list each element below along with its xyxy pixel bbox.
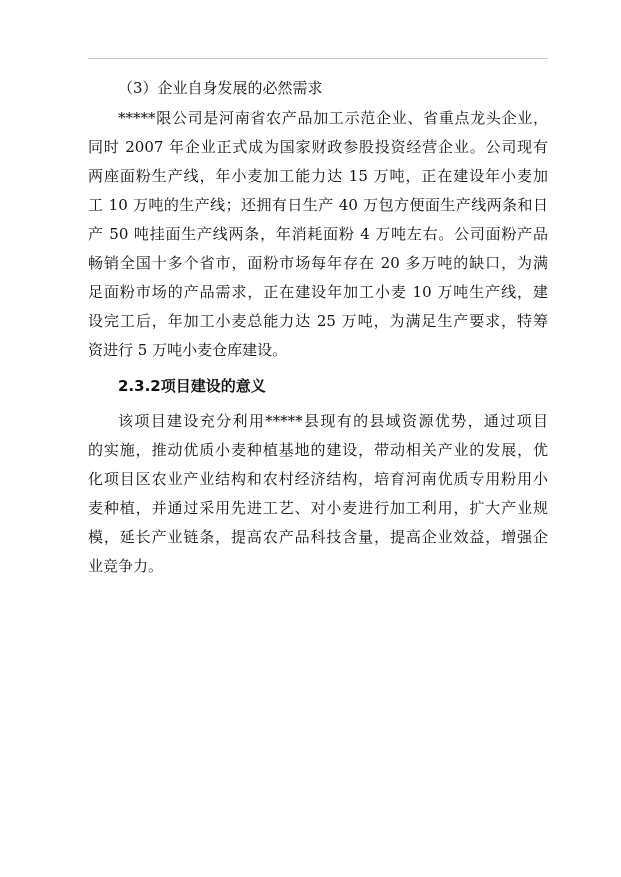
paragraph-line: 两座面粉生产线，年小麦加工能力达 15 万吨，正在建设年小麦加	[88, 167, 548, 185]
paragraph-line: 业竞争力。	[88, 557, 164, 575]
page-content	[88, 72, 548, 581]
paragraph-line: 足面粉市场的产品需求，正在建设年加工小麦 10 万吨生产线，建	[88, 283, 548, 301]
section-title: 2.3.2项目建设的意义	[118, 377, 266, 395]
paragraph-line: 设完工后，年加工小麦总能力达 25 万吨，为满足生产要求，特筹	[88, 312, 548, 330]
header-rule	[88, 58, 548, 59]
paragraph-line: 同时 2007 年企业正式成为国家财政参股投资经营企业。公司现有	[88, 138, 548, 156]
paragraph-line: 的实施，推动优质小麦种植基地的建设，带动相关产业的发展，优	[88, 441, 548, 459]
paragraph-company-needs	[88, 104, 548, 365]
paragraph-line: 畅销全国十多个省市，面粉市场每年存在 20 多万吨的缺口，为满	[88, 254, 548, 272]
paragraph-line: 工 10 万吨的生产线；还拥有日生产 40 万包方便面生产线两条和日	[88, 196, 548, 214]
paragraph-line: 产 50 吨挂面生产线两条，年消耗面粉 4 万吨左右。公司面粉产品	[88, 225, 548, 243]
paragraph-line: 模，延长产业链条，提高农产品科技含量，提高企业效益，增强企	[88, 528, 548, 546]
subheading: （3）企业自身发展的必然需求	[118, 79, 323, 97]
paragraph-line: 该项目建设充分利用*****县现有的县域资源优势，通过项目	[118, 412, 548, 430]
paragraph-project-significance	[88, 407, 548, 581]
paragraph-line: 资进行 5 万吨小麦仓库建设。	[88, 341, 288, 359]
paragraph-line: *****限公司是河南省农产品加工示范企业、省重点龙头企业，	[118, 109, 548, 127]
paragraph-line: 麦种植，并通过采用先进工艺、对小麦进行加工利用，扩大产业规	[88, 499, 548, 517]
paragraph-line: 化项目区农业产业结构和农村经济结构，培育河南优质专用粉用小	[88, 470, 548, 488]
